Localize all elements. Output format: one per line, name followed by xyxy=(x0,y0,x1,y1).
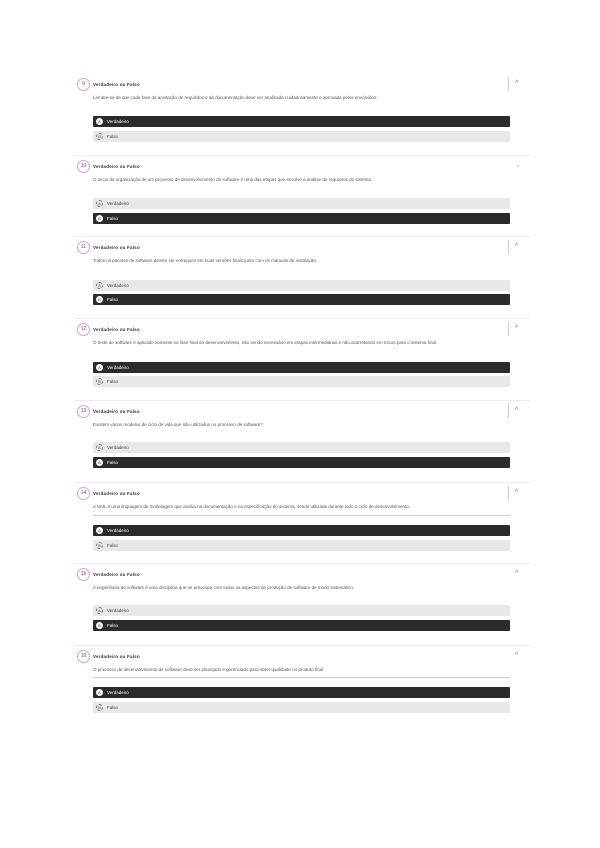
option-label: Verdadeiro xyxy=(107,283,129,288)
option-false[interactable] xyxy=(93,620,510,631)
question-text: O teste de software é aplicado somente na fase final do desenvolvimento, não sendo necessário em etapas intermediárias e não acarretando em riscos para o sistema final. xyxy=(93,340,438,345)
divider xyxy=(508,486,509,500)
option-key: A xyxy=(96,527,103,534)
question-number: 10 xyxy=(77,160,90,173)
question-text: Existem vários modelos de ciclo de vida que são utilizados no processo de software? xyxy=(93,422,263,427)
option-key: A xyxy=(96,364,103,371)
option-key: B xyxy=(96,215,103,222)
divider xyxy=(508,77,509,91)
option-label: Verdadeiro xyxy=(107,201,129,206)
option-false[interactable] xyxy=(93,702,510,713)
option-false[interactable] xyxy=(93,457,510,468)
option-true[interactable] xyxy=(93,362,510,373)
question-type-label: Verdadeiro ou Falso xyxy=(93,409,140,414)
question-type-label: Verdadeiro ou Falso xyxy=(93,82,140,87)
question-card xyxy=(74,563,530,636)
option-label: Verdadeiro xyxy=(107,608,129,613)
question-number: 13 xyxy=(77,405,90,418)
option-key: A xyxy=(96,607,103,614)
option-false[interactable] xyxy=(93,540,510,551)
question-number: 15 xyxy=(77,568,90,581)
question-type-label: Verdadeiro ou Falso xyxy=(93,491,140,496)
option-label: Verdadeiro xyxy=(107,690,129,695)
option-false[interactable] xyxy=(93,376,510,387)
option-true[interactable] xyxy=(93,116,510,127)
question-type-label: Verdadeiro ou Falso xyxy=(93,245,140,250)
answer-separator xyxy=(93,677,510,678)
question-card xyxy=(74,74,530,146)
option-label: Verdadeiro xyxy=(107,445,129,450)
option-true[interactable] xyxy=(93,605,510,616)
option-key: B xyxy=(96,133,103,140)
question-card xyxy=(74,236,530,309)
question-text: Lembre-se de que cada fase da aceitação de requisitos e da documentação deve ser analisada cuidadosamente e aprovada pelos envolvidos. xyxy=(93,95,378,100)
chevron-up-icon[interactable]: ^ xyxy=(515,80,519,87)
question-text: A UML é uma linguagem de modelagem que auxilia na documentação e na especificação do sistema, sendo utilizada durante todo o ciclo de desenvolvimento. xyxy=(93,504,411,509)
divider xyxy=(508,322,509,336)
question-text: O processo de desenvolvimento de software deve ser planejado e gerenciado para obter qualidade no produto final. xyxy=(93,667,325,672)
option-label: Falso xyxy=(107,216,119,221)
option-label: Falso xyxy=(107,543,119,548)
option-key: A xyxy=(96,444,103,451)
option-key: B xyxy=(96,378,103,385)
option-true[interactable] xyxy=(93,198,510,209)
option-key: A xyxy=(96,200,103,207)
option-key: B xyxy=(96,704,103,711)
option-label: Verdadeiro xyxy=(107,528,129,533)
option-key: B xyxy=(96,459,103,466)
question-type-label: Verdadeiro ou Falso xyxy=(93,572,140,577)
question-number: 12 xyxy=(77,323,90,336)
question-type-label: Verdadeiro ou Falso xyxy=(93,654,140,659)
question-text: Todos os pacotes de software devem ser entregues em suas versões finais junto com os manuais de instalação. xyxy=(93,258,318,263)
option-key: B xyxy=(96,622,103,629)
option-label: Verdadeiro xyxy=(107,119,129,124)
option-true[interactable] xyxy=(93,280,510,291)
option-label: Falso xyxy=(107,379,119,384)
option-key: A xyxy=(96,118,103,125)
divider xyxy=(508,240,509,254)
question-card xyxy=(74,645,530,718)
chevron-up-icon[interactable]: ^ xyxy=(515,652,519,659)
question-type-label: Verdadeiro ou Falso xyxy=(93,327,140,332)
question-text: O início da organização de um processo de desenvolvimento de software é uma das etapas que envolve a análise de requisitos do sistema. xyxy=(93,177,373,182)
chevron-up-icon[interactable]: ^ xyxy=(515,570,519,577)
question-card xyxy=(74,400,530,473)
question-number: 14 xyxy=(77,487,90,500)
option-true[interactable] xyxy=(93,687,510,698)
answer-separator xyxy=(93,515,510,516)
option-key: B xyxy=(96,542,103,549)
option-label: Falso xyxy=(107,297,119,302)
chevron-up-icon[interactable]: ^ xyxy=(515,407,519,414)
option-false[interactable] xyxy=(93,131,510,142)
option-label: Verdadeiro xyxy=(107,365,129,370)
option-true[interactable] xyxy=(93,442,510,453)
option-label: Falso xyxy=(107,705,119,710)
chevron-down-icon[interactable]: ⌄ xyxy=(515,162,521,169)
option-label: Falso xyxy=(107,623,119,628)
option-key: A xyxy=(96,689,103,696)
option-label: Falso xyxy=(107,134,119,139)
divider xyxy=(508,404,509,418)
question-number: 16 xyxy=(77,650,90,663)
option-key: A xyxy=(96,282,103,289)
chevron-up-icon[interactable]: ^ xyxy=(515,243,519,250)
question-number: 11 xyxy=(77,241,90,254)
chevron-up-icon[interactable]: ^ xyxy=(515,325,519,332)
option-false[interactable] xyxy=(93,213,510,224)
question-text: A engenharia de software é uma disciplina que se preocupa com todos os aspectos da produção de software de modo sistemático. xyxy=(93,585,355,590)
question-card xyxy=(74,155,530,228)
option-true[interactable] xyxy=(93,525,510,536)
option-false[interactable] xyxy=(93,294,510,305)
chevron-up-icon[interactable]: ^ xyxy=(515,489,519,496)
question-type-label: Verdadeiro ou Falso xyxy=(93,164,140,169)
question-number: 9 xyxy=(77,78,90,91)
question-card xyxy=(74,482,530,555)
option-label: Falso xyxy=(107,460,119,465)
option-key: B xyxy=(96,296,103,303)
question-card xyxy=(74,318,530,391)
